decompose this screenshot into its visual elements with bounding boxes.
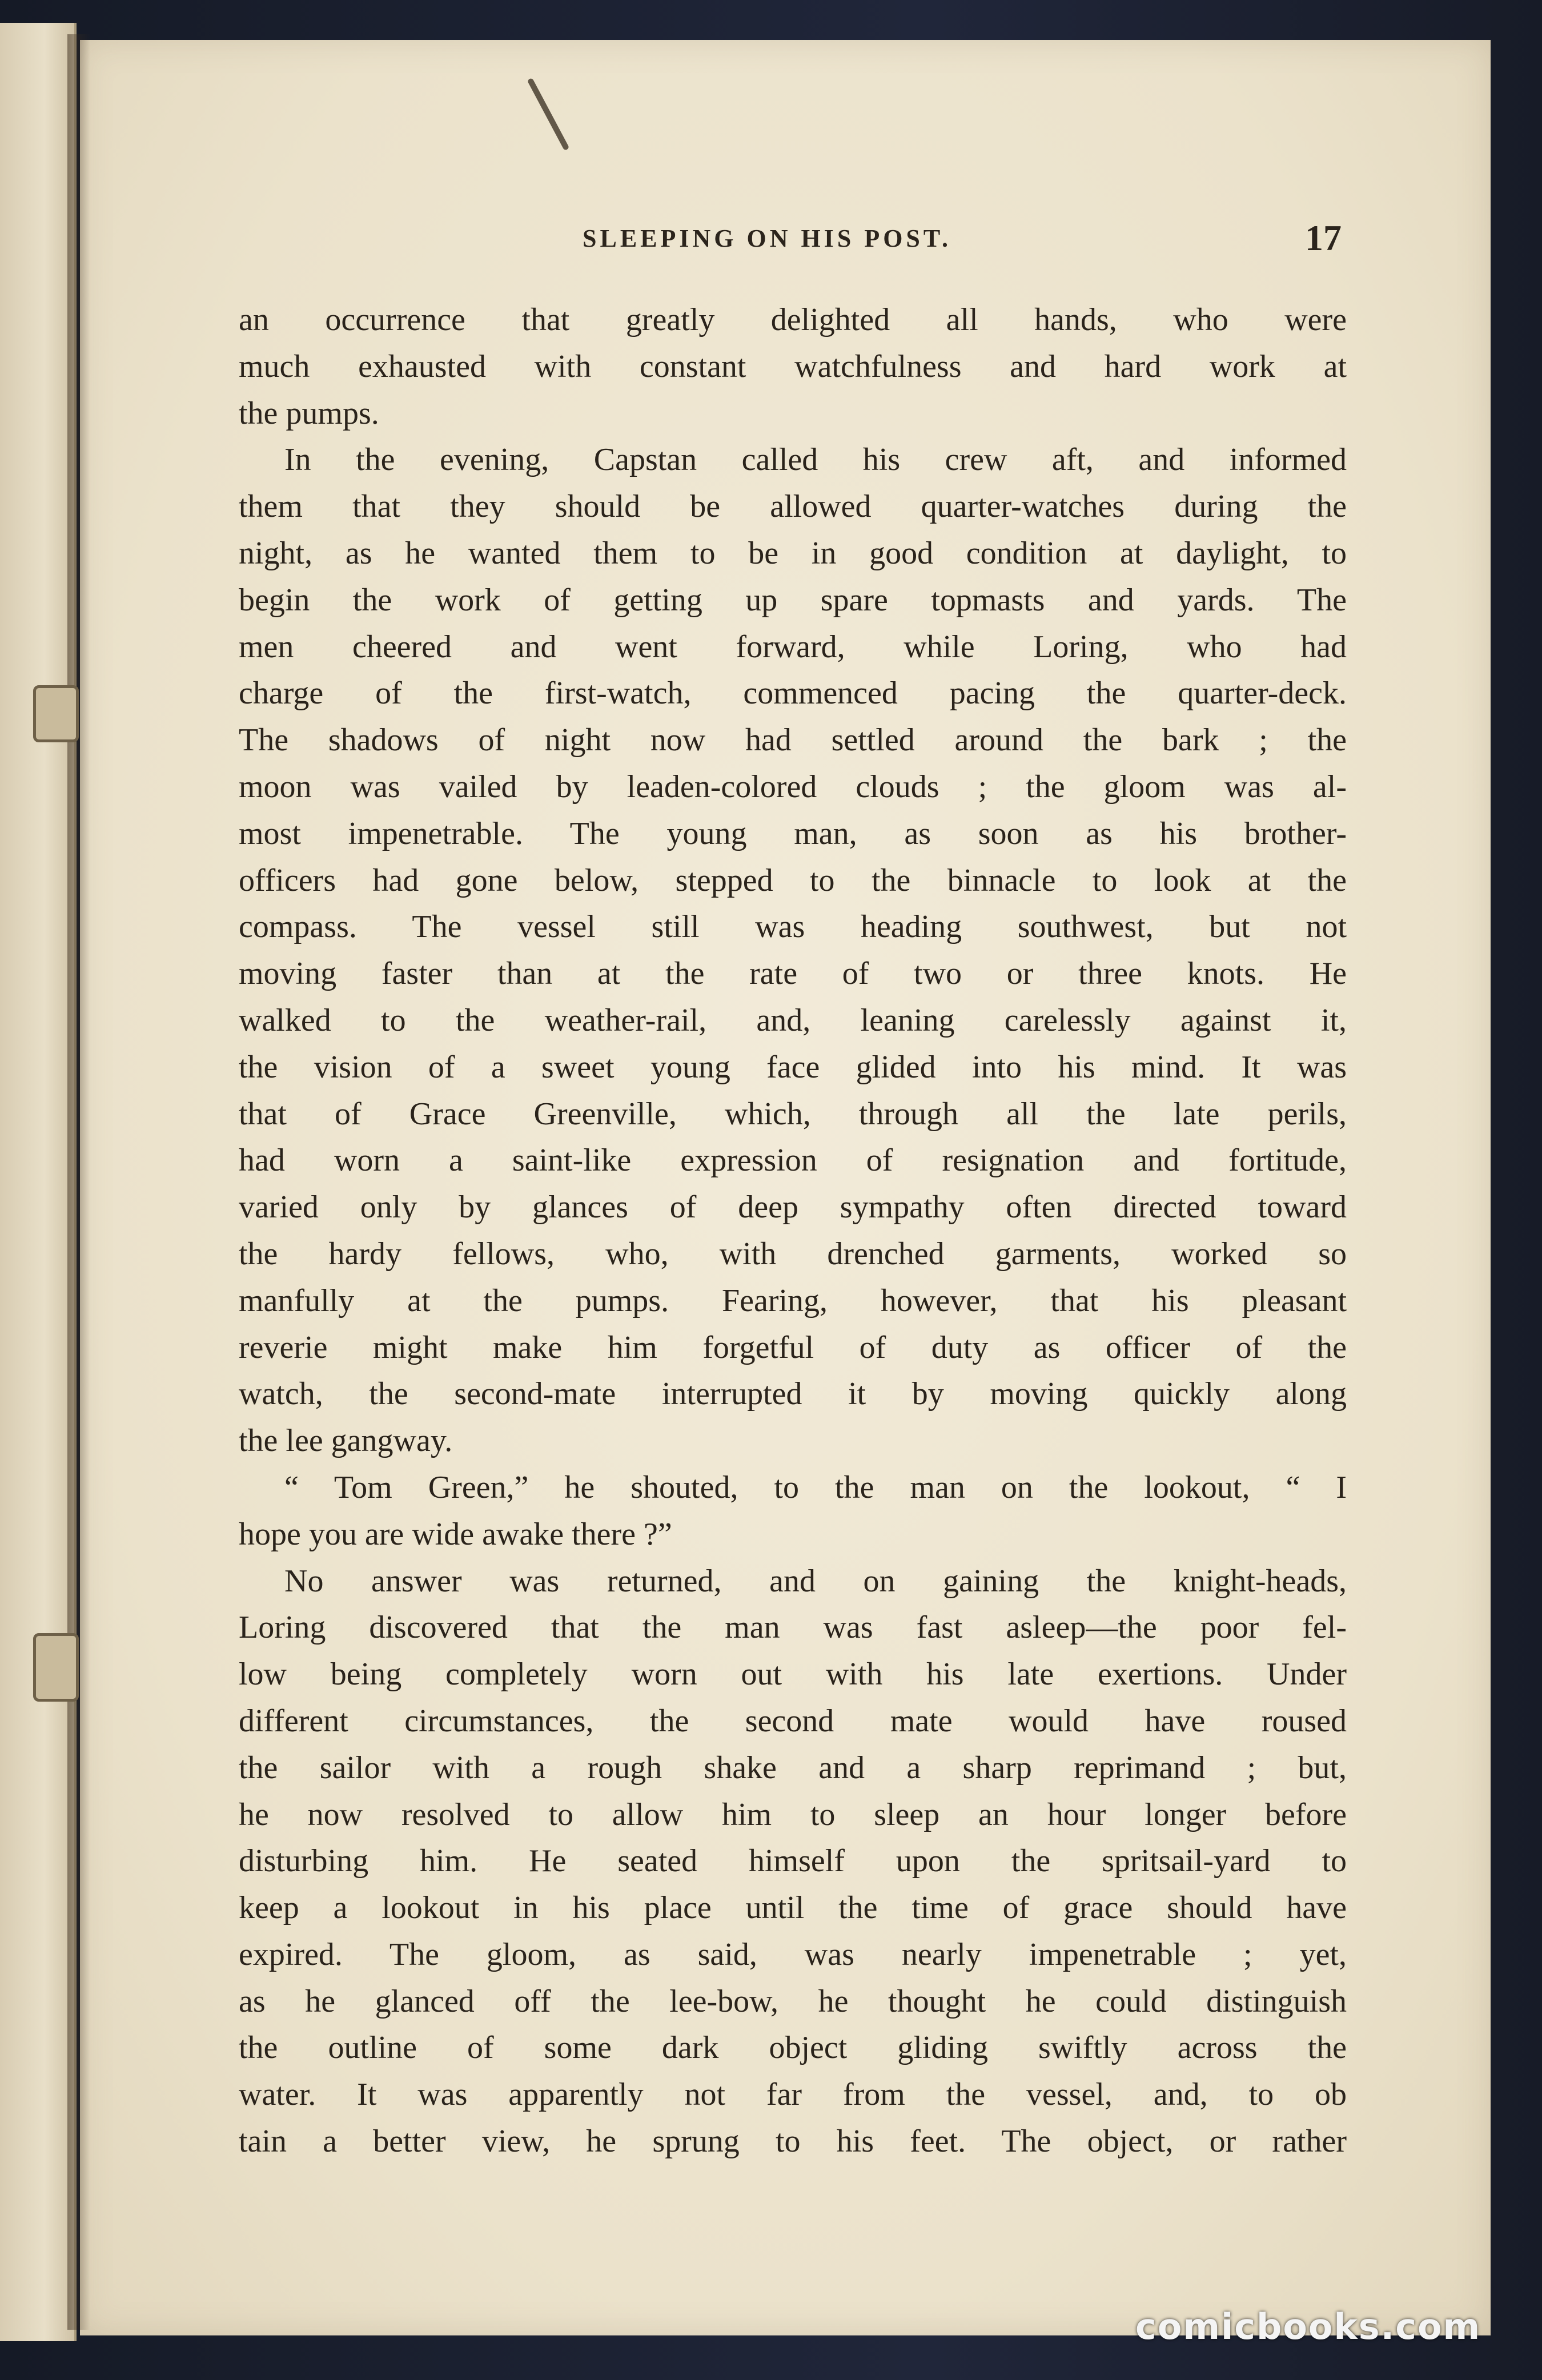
text-line: begin the work of getting up spare topmasts and yards. The	[239, 582, 1347, 618]
watermark: comicbooks.com	[1135, 2306, 1481, 2347]
text-line: the sailor with a rough shake and a sharp reprimand ; but,	[239, 1750, 1347, 1786]
text-line: an occurrence that greatly delighted all hands, who were	[239, 302, 1347, 337]
text-line: The shadows of night now had settled around the bark ; the	[239, 722, 1347, 758]
text-line: low being completely worn out with his late exertions. Under	[239, 1657, 1347, 1692]
text-line: the pumps.	[239, 395, 379, 431]
text-line: No answer was returned, and on gaining the knight-heads,	[284, 1563, 1347, 1599]
text-line: most impenetrable. The young man, as soon as his brother-	[239, 815, 1347, 851]
text-line: In the evening, Capstan called his crew aft, and informed	[284, 442, 1347, 478]
text-line: much exhausted with constant watchfulness and hard work at	[239, 348, 1347, 384]
text-line: manfully at the pumps. Fearing, however, that his pleasant	[239, 1283, 1347, 1318]
text-line: men cheered and went forward, while Loring, who had	[239, 629, 1347, 665]
text-line: different circumstances, the second mate would have roused	[239, 1703, 1347, 1739]
staple-bottom	[33, 1633, 79, 1702]
text-line: had worn a saint-like expression of resignation and fortitude,	[239, 1143, 1347, 1179]
text-line: moving faster than at the rate of two or three knots. He	[239, 956, 1347, 992]
text-line: “ Tom Green,” he shouted, to the man on the lookout, “ I	[284, 1469, 1347, 1505]
text-line: night, as he wanted them to be in good condition at daylight, to	[239, 535, 1347, 571]
text-line: varied only by glances of deep sympathy often directed toward	[239, 1189, 1347, 1225]
page-number: 17	[1305, 218, 1342, 258]
spine-shadow	[67, 34, 90, 2330]
text-line: water. It was apparently not far from the vessel, and, to ob	[239, 2077, 1347, 2113]
running-title: SLEEPING ON HIS POST.	[583, 224, 951, 252]
text-line: disturbing him. He seated himself upon the spritsail-yard to	[239, 1843, 1347, 1879]
text-line: as he glanced off the lee-bow, he thought he could distinguish	[239, 1983, 1347, 2019]
running-head	[80, 217, 1491, 263]
text-line: he now resolved to allow him to sleep an hour longer before	[239, 1796, 1347, 1832]
text-line: them that they should be allowed quarter-watches during the	[239, 489, 1347, 525]
text-line: the outline of some dark object gliding swiftly across the	[239, 2030, 1347, 2066]
text-line: compass. The vessel still was heading southwest, but not	[239, 909, 1347, 945]
text-line: officers had gone below, stepped to the binnacle to look at the	[239, 862, 1347, 898]
text-line: moon was vailed by leaden-colored clouds ; the gloom was al-	[239, 769, 1347, 805]
text-line: the hardy fellows, who, with drenched garments, worked so	[239, 1236, 1347, 1272]
text-line: hope you are wide awake there ?”	[239, 1516, 672, 1552]
text-line: charge of the first-watch, commenced pacing the quarter-deck.	[239, 676, 1347, 711]
text-line: walked to the weather-rail, and, leaning carelessly against it,	[239, 1002, 1347, 1038]
text-line: tain a better view, he sprung to his feet. The object, or rather	[239, 2124, 1347, 2160]
previous-page-edge	[0, 23, 77, 2341]
staple-top	[33, 685, 79, 742]
text-line: reverie might make him forgetful of duty as officer of the	[239, 1329, 1347, 1365]
text-line: Loring discovered that the man was fast asleep—the poor fel-	[239, 1610, 1347, 1646]
body-text	[239, 297, 1347, 2227]
text-line: watch, the second-mate interrupted it by moving quickly along	[239, 1376, 1347, 1412]
text-line: expired. The gloom, as said, was nearly impenetrable ; yet,	[239, 1936, 1347, 1972]
text-line: keep a lookout in his place until the time of grace should have	[239, 1890, 1347, 1926]
text-line: that of Grace Greenville, which, through all the late perils,	[239, 1096, 1347, 1132]
text-line: the lee gangway.	[239, 1423, 453, 1459]
text-line: the vision of a sweet young face glided into his mind. It was	[239, 1049, 1347, 1085]
